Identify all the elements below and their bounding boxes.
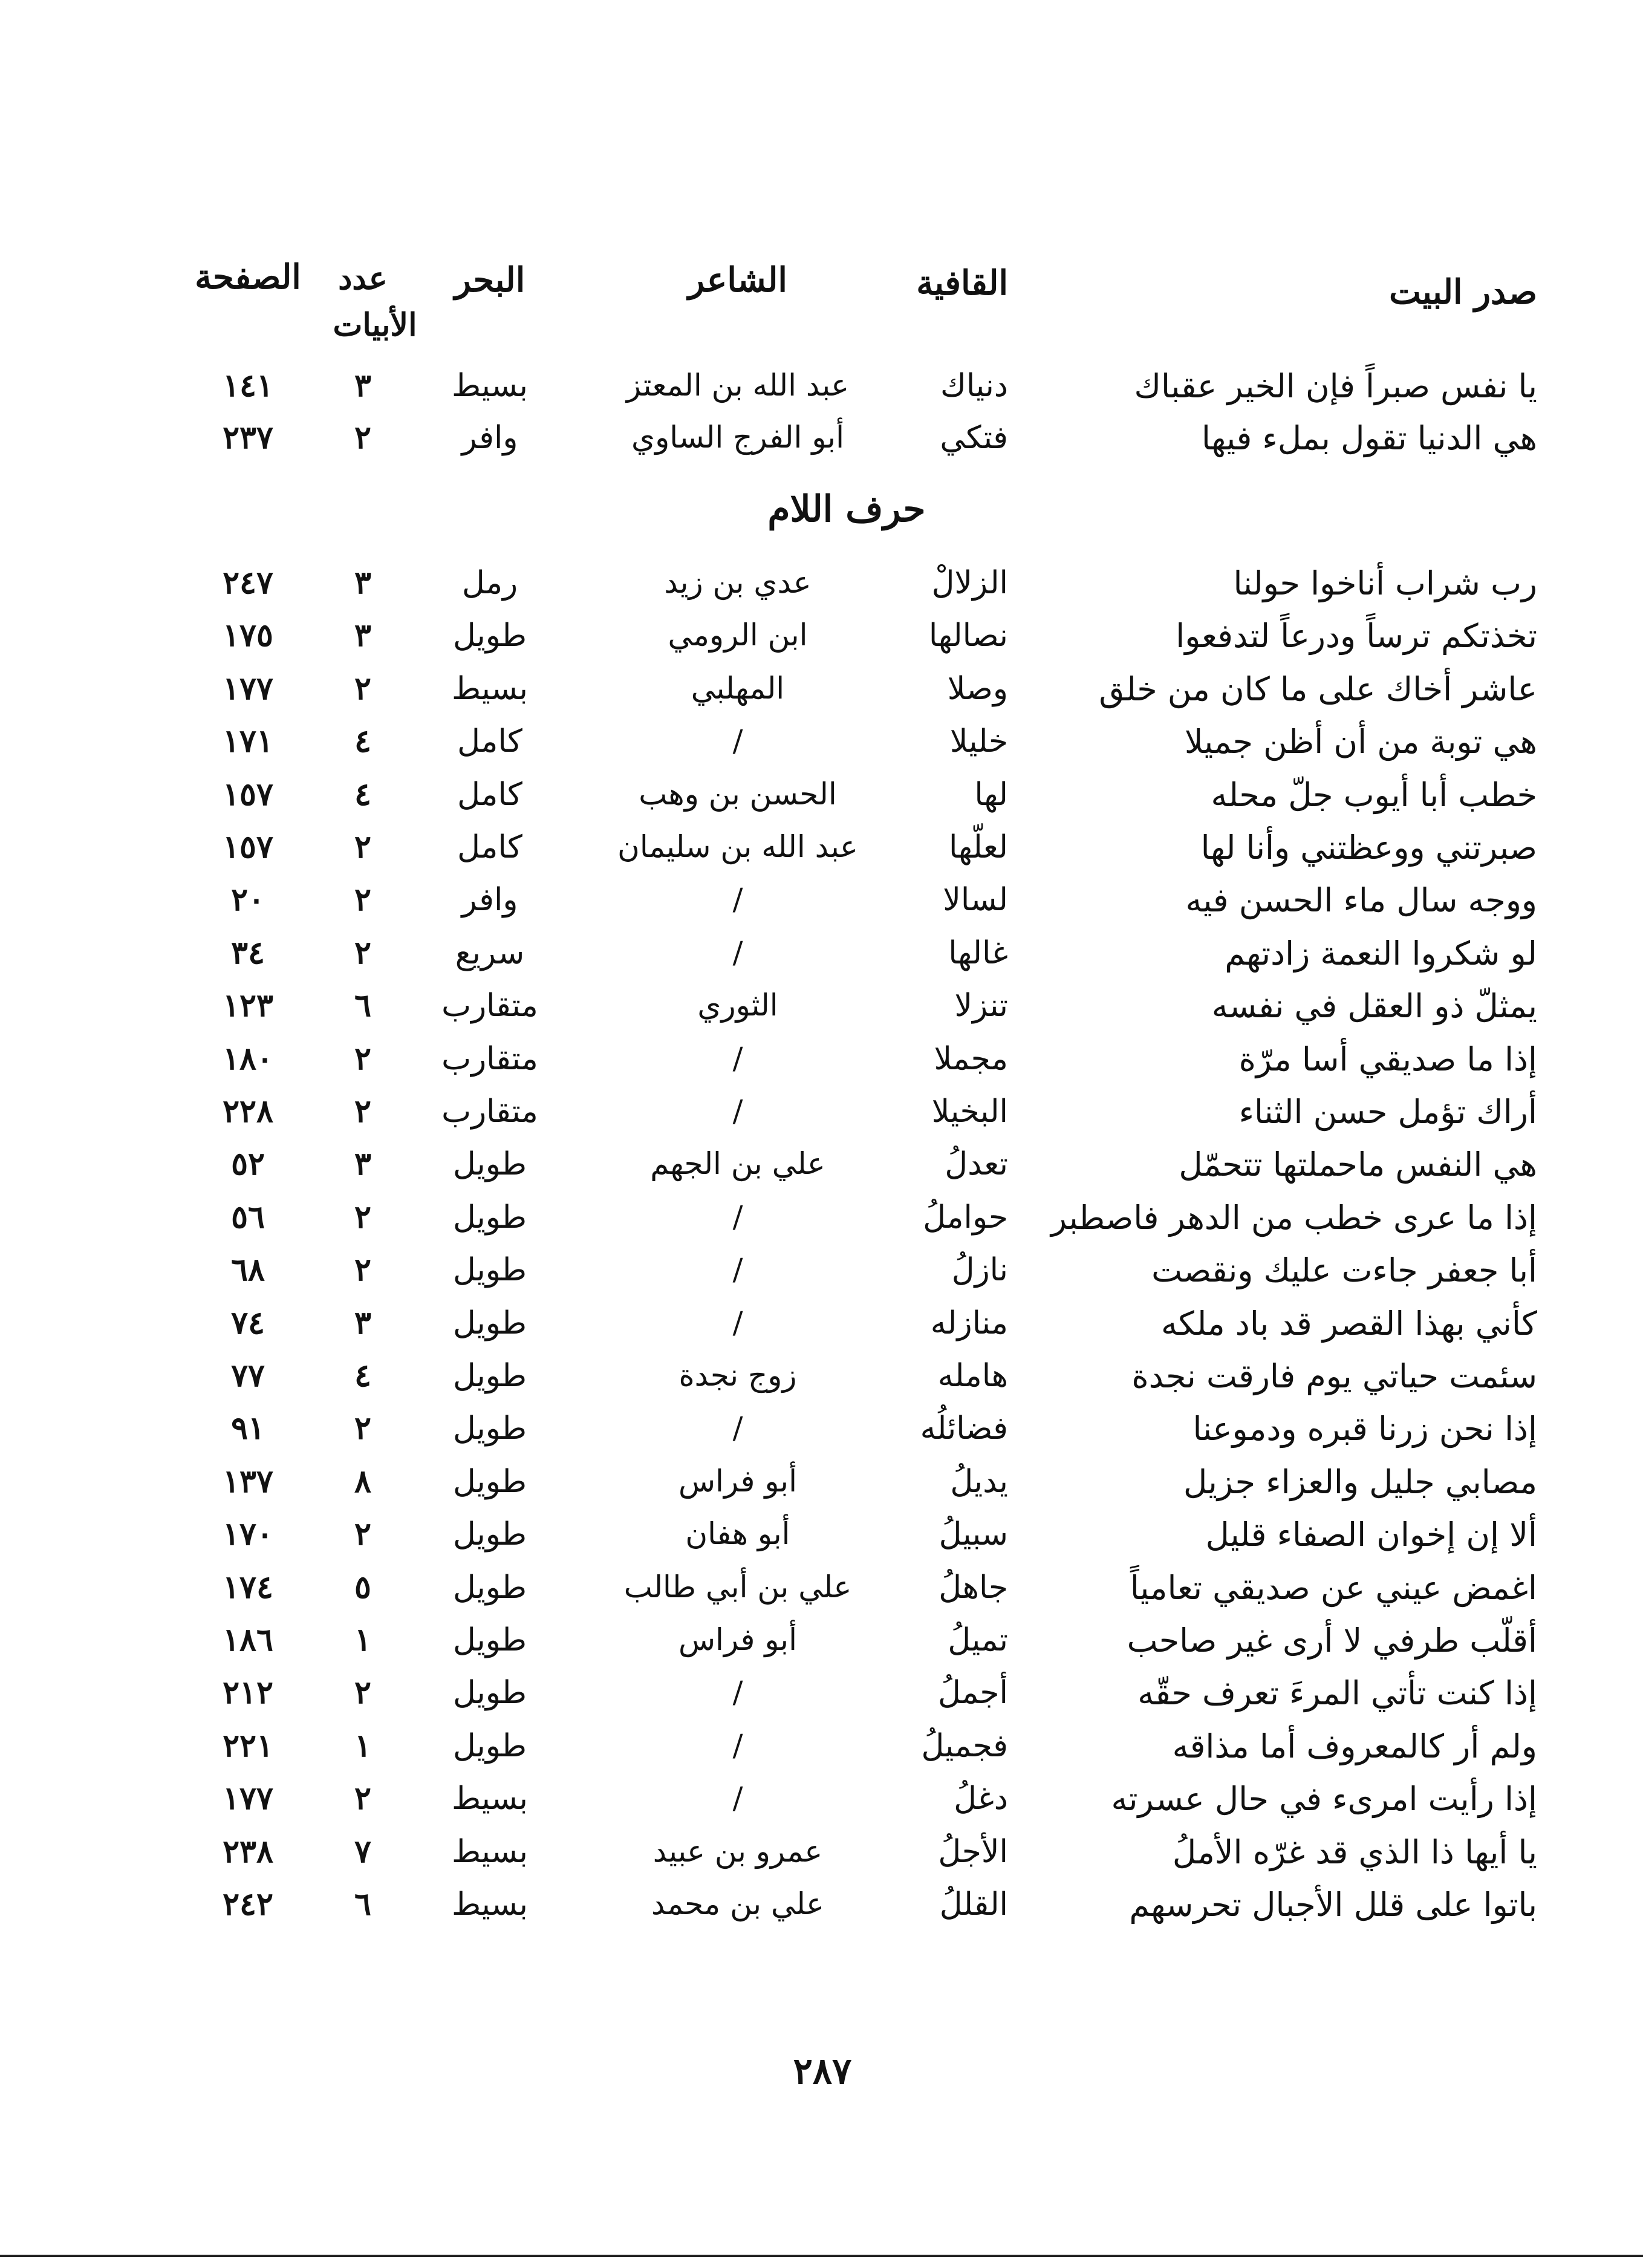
cell-verse: تخذتكم ترساً ودرعاً لتدفعوا <box>1176 617 1537 656</box>
cell-page: ١٨٦ <box>223 1621 273 1658</box>
cell-rhyme: خليلا <box>949 723 1008 760</box>
cell-poet: / <box>732 934 743 970</box>
table-row <box>0 1198 1643 1244</box>
cell-meter: متقارب <box>441 1040 538 1077</box>
cell-poet: / <box>732 1410 743 1446</box>
table-row <box>0 1462 1643 1508</box>
cell-count: ٢ <box>354 881 371 919</box>
cell-meter: كامل <box>457 829 522 865</box>
cell-count: ٣ <box>354 617 371 654</box>
cell-rhyme: سبيلُ <box>939 1516 1008 1553</box>
cell-rhyme: منازله <box>930 1305 1008 1341</box>
header-verse: صدر البيت <box>1389 272 1537 312</box>
cell-rhyme: فضائلُه <box>920 1410 1008 1447</box>
cell-count: ٢ <box>354 1251 371 1289</box>
cell-poet: / <box>732 1727 743 1763</box>
cell-rhyme: نصالها <box>928 618 1008 654</box>
cell-rhyme: الأجلُ <box>938 1833 1008 1870</box>
cell-page: ١٢٣ <box>223 987 273 1025</box>
cell-poet: أبو فراس <box>678 1463 797 1499</box>
cell-verse: إذا رأيت امرىء في حال عسرته <box>1111 1780 1537 1819</box>
cell-poet: أبو فراس <box>678 1622 797 1657</box>
cell-meter: طويل <box>452 1305 527 1341</box>
cell-meter: بسيط <box>452 670 528 707</box>
cell-verse: يمثلّ ذو العقل في نفسه <box>1211 987 1537 1026</box>
table-row <box>0 1568 1643 1614</box>
cell-poet: / <box>732 1199 743 1234</box>
cell-rhyme: دنياك <box>940 368 1008 404</box>
cell-poet: المهلبي <box>691 670 785 706</box>
cell-count: ٣ <box>354 1145 371 1183</box>
cell-rhyme: الزلالْ <box>931 565 1008 601</box>
cell-verse: أبا جعفر جاءت عليك ونقصت <box>1151 1251 1537 1290</box>
cell-poet: أبو هفان <box>685 1516 790 1552</box>
cell-poet: / <box>732 1252 743 1288</box>
cell-meter: بسيط <box>452 1886 528 1923</box>
cell-meter: سريع <box>455 934 525 971</box>
cell-count: ٣ <box>354 367 371 404</box>
table-row <box>0 1251 1643 1297</box>
cell-count: ٢ <box>354 1040 371 1077</box>
cell-meter: طويل <box>452 1146 527 1183</box>
cell-rhyme: فجميلُ <box>921 1727 1008 1764</box>
cell-poet: أبو الفرج الساوي <box>631 420 844 455</box>
cell-count: ٣ <box>354 1304 371 1341</box>
table-row <box>0 1833 1643 1879</box>
cell-rhyme: لعلّها <box>949 829 1008 865</box>
cell-meter: طويل <box>452 1727 527 1764</box>
cell-page: ٢٢١ <box>223 1727 273 1764</box>
cell-count: ٤ <box>354 723 371 760</box>
cell-count: ٢ <box>354 670 371 707</box>
table-row <box>0 1727 1643 1773</box>
cell-verse: سئمت حياتي يوم فارقت نجدة <box>1131 1357 1537 1395</box>
cell-meter: بسيط <box>452 1833 528 1870</box>
cell-page: ٢٣٧ <box>223 419 273 456</box>
cell-rhyme: البخيلا <box>931 1093 1008 1130</box>
cell-poet: علي بن أبي طالب <box>623 1569 852 1605</box>
cell-poet: / <box>732 1040 743 1076</box>
cell-count: ٦ <box>354 1886 371 1923</box>
cell-page: ٧٤ <box>231 1304 265 1341</box>
cell-count: ٤ <box>354 775 371 813</box>
cell-verse: أراك تؤمل حسن الثناء <box>1238 1093 1537 1131</box>
table-row <box>0 934 1643 980</box>
cell-rhyme: تميلُ <box>948 1622 1008 1658</box>
cell-count: ٢ <box>354 419 371 456</box>
cell-verse: إذا كنت تأتي المرءَ تعرف حقّه <box>1137 1674 1537 1713</box>
cell-meter: طويل <box>452 1410 527 1447</box>
cell-poet: / <box>732 1675 743 1710</box>
table-row <box>0 1304 1643 1350</box>
cell-count: ٢ <box>354 1780 371 1817</box>
cell-poet: الحسن بن وهب <box>639 776 837 812</box>
cell-verse: رب شراب أناخوا حولنا <box>1233 564 1537 602</box>
cell-verse: عاشر أخاك على ما كان من خلق <box>1099 670 1537 708</box>
cell-meter: طويل <box>452 1252 527 1289</box>
cell-page: ٩١ <box>231 1410 265 1447</box>
cell-poet: / <box>732 723 743 759</box>
table-row <box>0 1516 1643 1561</box>
cell-page: ١٧٤ <box>223 1568 273 1606</box>
table-row <box>0 1674 1643 1719</box>
cell-page: ٦٨ <box>231 1251 265 1289</box>
cell-page: ١٤١ <box>223 367 273 404</box>
cell-page: ٢٤٢ <box>223 1886 273 1923</box>
cell-rhyme: لها <box>974 776 1008 813</box>
cell-page: ١٧٠ <box>223 1516 273 1553</box>
cell-rhyme: دغلُ <box>954 1781 1008 1817</box>
cell-meter: وافر <box>461 882 518 919</box>
cell-rhyme: تعدلُ <box>945 1146 1008 1183</box>
cell-count: ٣ <box>354 564 371 601</box>
cell-count: ٢ <box>354 1410 371 1447</box>
cell-page: ١٧٧ <box>223 670 273 707</box>
cell-verse: خطب أبا أيوب جلّ محله <box>1211 775 1537 814</box>
header-page: الصفحة <box>195 257 301 297</box>
cell-rhyme: يديلُ <box>950 1463 1008 1500</box>
cell-meter: وافر <box>461 420 518 456</box>
cell-meter: كامل <box>457 723 522 760</box>
cell-meter: طويل <box>452 1675 527 1712</box>
cell-count: ٢ <box>354 829 371 865</box>
cell-verse: ألا إن إخوان الصفاء قليل <box>1205 1516 1537 1554</box>
cell-count: ١ <box>354 1621 371 1658</box>
table-row <box>0 775 1643 821</box>
cell-rhyme: القللُ <box>939 1886 1008 1923</box>
table-row <box>0 1886 1643 1931</box>
table-row <box>0 617 1643 662</box>
cell-rhyme: نازلُ <box>951 1252 1008 1289</box>
cell-count: ٢ <box>354 934 371 971</box>
cell-poet: عبد الله بن سليمان <box>617 829 858 864</box>
cell-poet: / <box>732 1305 743 1340</box>
cell-poet: / <box>732 1093 743 1129</box>
cell-rhyme: تنزلا <box>954 988 1008 1025</box>
bottom-rule <box>0 2255 1643 2257</box>
cell-page: ٥٦ <box>231 1198 265 1236</box>
cell-page: ١٧٧ <box>223 1780 273 1817</box>
cell-count: ٥ <box>354 1568 371 1606</box>
cell-count: ١ <box>354 1727 371 1764</box>
cell-page: ٢٣٨ <box>223 1833 273 1870</box>
header-poet: الشاعر <box>688 260 787 300</box>
page-number: ٢٨٧ <box>793 2050 852 2093</box>
table-row <box>0 1621 1643 1667</box>
cell-rhyme: غالها <box>948 934 1008 971</box>
table-row <box>0 670 1643 715</box>
cell-meter: طويل <box>452 618 527 654</box>
cell-verse: إذا ما عرى خطب من الدهر فاصطبر <box>1050 1198 1537 1237</box>
cell-rhyme: أجملُ <box>937 1675 1008 1712</box>
cell-count: ٢ <box>354 1093 371 1130</box>
section-title: حرف اللام <box>767 488 926 530</box>
cell-page: ٢١٢ <box>223 1674 273 1712</box>
cell-page: ٧٧ <box>231 1357 265 1394</box>
cell-verse: ووجه سال ماء الحسن فيه <box>1185 881 1537 920</box>
cell-page: ١٥٧ <box>223 775 273 813</box>
cell-verse: يا أيها ذا الذي قد غرّه الأملُ <box>1172 1833 1537 1871</box>
table-row <box>0 1145 1643 1191</box>
cell-verse: ولم أر كالمعروف أما مذاقه <box>1172 1727 1537 1765</box>
cell-poet: عدي بن زيد <box>664 565 812 600</box>
cell-meter: بسيط <box>452 368 528 404</box>
cell-verse: هي النفس ماحملتها تتحمّل <box>1179 1145 1537 1184</box>
cell-verse: إذا ما صديقي أسا مرّة <box>1238 1040 1537 1078</box>
cell-page: ٢٤٧ <box>223 564 273 601</box>
header-count-sub: الأبيات <box>333 307 417 344</box>
table-row <box>0 1410 1643 1455</box>
cell-meter: طويل <box>452 1569 527 1606</box>
cell-poet: علي بن الجهم <box>650 1146 825 1182</box>
cell-page: ٢٢٨ <box>223 1093 273 1130</box>
header-count: عدد <box>338 260 388 297</box>
cell-poet: / <box>732 882 743 917</box>
cell-verse: أقلّب طرفي لا أرى غير صاحب <box>1127 1621 1537 1660</box>
cell-poet: / <box>732 1781 743 1816</box>
cell-page: ١٥٧ <box>223 829 273 865</box>
cell-meter: متقارب <box>441 988 538 1025</box>
cell-count: ٤ <box>354 1357 371 1394</box>
cell-rhyme: هامله <box>937 1358 1008 1394</box>
cell-meter: بسيط <box>452 1781 528 1817</box>
cell-page: ١٧١ <box>223 723 273 760</box>
cell-count: ٨ <box>354 1462 371 1500</box>
cell-rhyme: مجملا <box>934 1040 1008 1077</box>
cell-meter: طويل <box>452 1463 527 1500</box>
cell-poet: عبد الله بن المعتز <box>626 368 850 403</box>
cell-verse: هي توبة من أن أظن جميلا <box>1184 723 1537 761</box>
table-row <box>0 419 1643 464</box>
table-row <box>0 987 1643 1032</box>
cell-poet: علي بن محمد <box>651 1886 825 1921</box>
table-row <box>0 564 1643 610</box>
cell-verse: إذا نحن زرنا قبره ودموعنا <box>1192 1410 1537 1448</box>
cell-rhyme: حواملُ <box>923 1199 1008 1236</box>
cell-meter: رمل <box>461 565 518 601</box>
table-row <box>0 1780 1643 1825</box>
table-row <box>0 367 1643 412</box>
cell-rhyme: لسالا <box>943 882 1008 919</box>
cell-page: ٥٢ <box>231 1145 265 1183</box>
cell-count: ٢ <box>354 1674 371 1712</box>
cell-meter: طويل <box>452 1622 527 1658</box>
cell-meter: كامل <box>457 776 522 813</box>
cell-page: ١٧٥ <box>223 617 273 654</box>
table-row <box>0 829 1643 874</box>
cell-verse: يا نفس صبراً فإن الخير عقباك <box>1134 367 1537 405</box>
cell-verse: مصابي جليل والعزاء جزيل <box>1183 1462 1537 1501</box>
cell-page: ٣٤ <box>231 934 265 971</box>
cell-count: ٧ <box>354 1833 371 1870</box>
table-row <box>0 723 1643 768</box>
cell-verse: هي الدنيا تقول بملء فيها <box>1201 419 1537 457</box>
cell-count: ٢ <box>354 1198 371 1236</box>
cell-poet: الثوري <box>697 988 778 1023</box>
cell-meter: طويل <box>452 1516 527 1553</box>
cell-page: ١٨٠ <box>223 1040 273 1077</box>
table-row <box>0 1093 1643 1138</box>
cell-verse: كأني بهذا القصر قد باد ملكه <box>1161 1304 1537 1343</box>
table-row <box>0 1357 1643 1403</box>
cell-count: ٦ <box>354 987 371 1025</box>
cell-verse: باتوا على قلل الأجبال تحرسهم <box>1129 1886 1537 1924</box>
cell-count: ٢ <box>354 1516 371 1553</box>
cell-poet: زوج نجدة <box>678 1358 797 1393</box>
header-rhyme: القافية <box>916 263 1008 303</box>
table-row <box>0 881 1643 927</box>
cell-verse: صبرتني ووعظتني وأنا لها <box>1200 829 1537 867</box>
cell-meter: طويل <box>452 1199 527 1236</box>
cell-rhyme: جاهلُ <box>939 1569 1008 1606</box>
table-row <box>0 1040 1643 1086</box>
header-meter: البحر <box>454 260 525 300</box>
cell-poet: عمرو بن عبيد <box>652 1833 823 1869</box>
cell-meter: متقارب <box>441 1093 538 1130</box>
cell-verse: لو شكروا النعمة زادتهم <box>1225 934 1537 973</box>
cell-page: ١٣٧ <box>223 1462 273 1500</box>
cell-meter: طويل <box>452 1358 527 1394</box>
cell-poet: ابن الرومي <box>668 618 808 653</box>
cell-rhyme: وصلا <box>947 670 1008 707</box>
cell-verse: اغمض عيني عن صديقي تعامياً <box>1130 1568 1537 1607</box>
cell-page: ٢٠ <box>231 881 265 919</box>
cell-rhyme: فتكي <box>940 420 1008 456</box>
